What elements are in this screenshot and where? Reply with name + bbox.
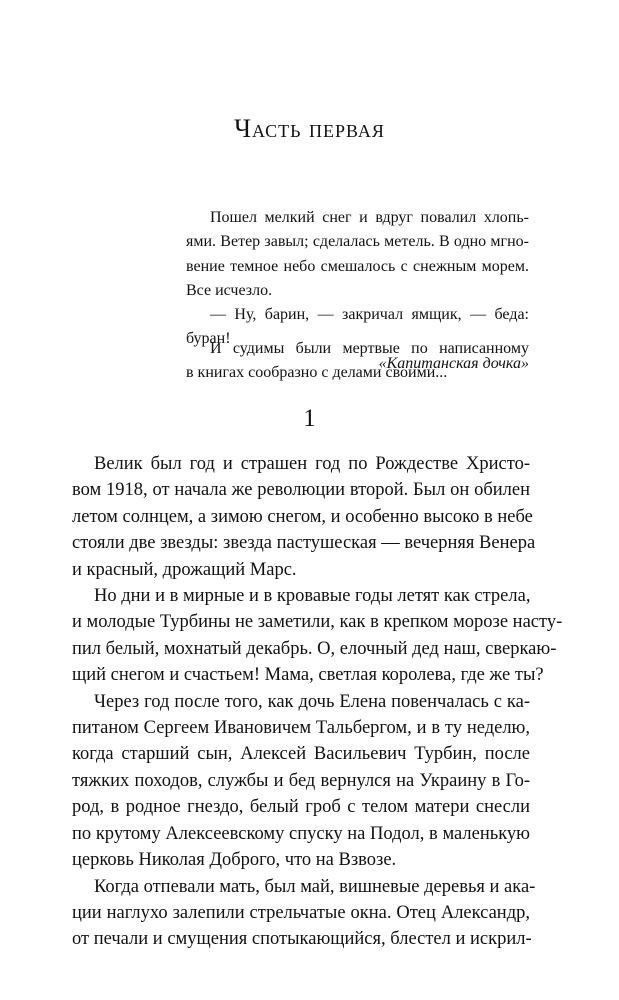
text-line: когда старший сын, Алексей Васильевич Турбин, после [72, 744, 530, 765]
epigraph-line: вение темное небо смешалось с снежным морем. [186, 257, 529, 275]
text-line: род, в родное гнездо, белый гроб с телом матери снесли [72, 797, 530, 818]
text-line: тяжких походов, службы и бед вернулся на Украину в Го- [72, 770, 530, 791]
epigraph-line: — Ну, барин, — закричал ямщик, — беда: буран! [186, 306, 529, 348]
text-line: и молодые Турбины не заметили, как в крепком морозе насту- [72, 612, 563, 633]
paragraph [72, 583, 563, 689]
text-line: церковь Николая Доброго, что на Взвозе. [72, 850, 397, 871]
paragraph [72, 451, 536, 583]
epigraph-line: Пошел мелкий снег и вдруг повалил хлопь- [210, 209, 529, 226]
text-line: летом солнцем, а зимою снегом, и особенно высоко в небе [72, 506, 533, 527]
paragraph [72, 874, 536, 953]
text-line: Когда отпевали мать, был май, вишневые деревья и ака- [94, 876, 536, 897]
text-line: питаном Сергеем Ивановичем Тальбергом, и в ту неделю, [72, 718, 530, 739]
epigraph-revelation [186, 337, 529, 386]
text-line: стояли две звезды: звезда пастушеская — вечерняя Венера [72, 533, 536, 554]
text-line: ции наглухо залепили стрельчатые окна. Отец Александр, [72, 902, 530, 923]
text-line: щий снегом и счастьем! Мама, светлая королева, где же ты? [72, 665, 544, 686]
epigraph-line: И судимы были мертвые по написанному [210, 340, 529, 357]
epigraph-line: ями. Ветер завыл; сделалась метель. В одно мгно- [186, 233, 529, 251]
text-line: по крутому Алексеевскому спуску на Подол, в маленькую [72, 823, 530, 844]
epigraph-source: «Капитанская дочка» [378, 354, 529, 372]
chapter-text [72, 451, 563, 953]
text-line: Велик был год и страшен год по Рождестве Христо- [94, 454, 530, 474]
chapter-number: 1 [303, 405, 316, 432]
text-line: Но дни и в мирные и в кровавые годы летят как стрела, [94, 586, 531, 607]
part-title: Часть первая [234, 114, 385, 143]
epigraph-line: в книгах сообразно с делами своими... [186, 364, 448, 382]
text-line: вом 1918, от начала же революции второй. Был он обилен [72, 480, 530, 501]
text-line: пил белый, мохнатый декабрь. О, елочный дед наш, сверкаю- [72, 638, 557, 659]
text-line: и красный, дрожащий Марс. [72, 559, 297, 580]
text-line: от печали и смущения спотыкающийся, блестел и искрил- [72, 929, 532, 950]
text-line: Через год после того, как дочь Елена повенчалась с ка- [94, 691, 530, 712]
paragraph [72, 689, 530, 874]
epigraph-line: Все исчезло. [186, 281, 273, 299]
